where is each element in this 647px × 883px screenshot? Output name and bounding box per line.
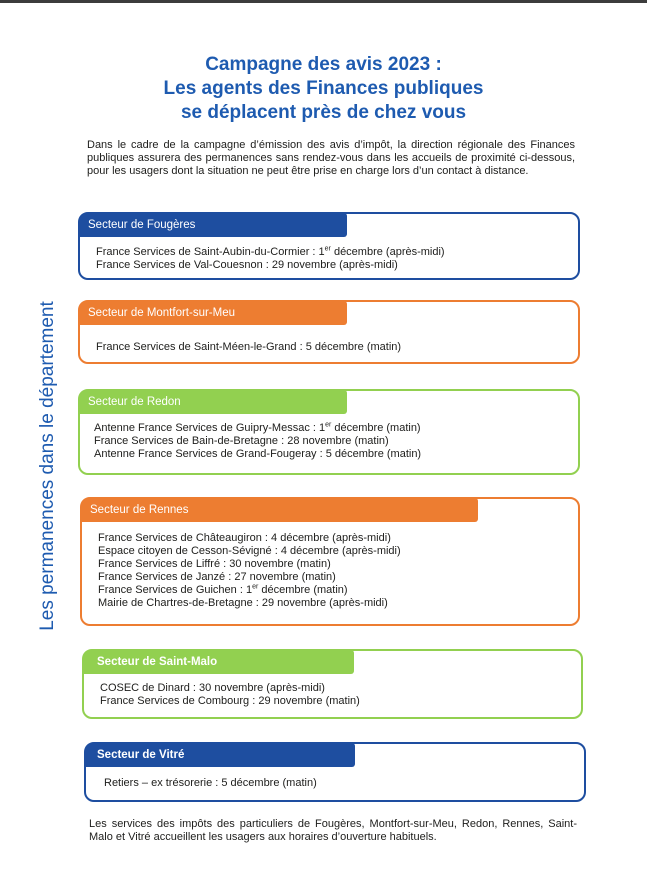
entry: France Services de Combourg : 29 novembre (matin)	[100, 695, 360, 707]
sector-entries	[100, 682, 360, 708]
entry: France Services de Liffré : 30 novembre (matin)	[98, 558, 331, 570]
entry: France Services de Janzé : 27 novembre (matin)	[98, 571, 336, 583]
top-divider	[0, 0, 647, 3]
sector-header: Secteur de Fougères	[79, 213, 347, 237]
entry: France Services de Bain-de-Bretagne : 28 novembre (matin)	[94, 435, 389, 447]
entry: Antenne France Services de Grand-Fougeray : 5 décembre (matin)	[94, 448, 422, 460]
sector-header: Secteur de Rennes	[81, 498, 478, 522]
entry: Espace citoyen de Cesson-Sévigné : 4 décembre (après-midi)	[98, 545, 401, 557]
intro-paragraph: Dans le cadre de la campagne d’émission des avis d’impôt, la direction régionale des Finances publiques assurera des permanences sans rendez-vous dans les accueils de proximité ci-dessous, pour les usagers dont la situation ne peut être prise en charge lors d’un contact à distance.	[87, 139, 575, 177]
title-line-3: se déplacent près de chez vous	[180, 102, 467, 123]
title-line-1: Campagne des avis 2023 :	[205, 54, 442, 75]
entry: France Services de Châteaugiron : 4 décembre (après-midi)	[98, 532, 391, 544]
entry: COSEC de Dinard : 30 novembre (après-midi)	[100, 682, 325, 694]
sector-entries	[94, 422, 421, 461]
entry: France Services de Saint-Méen-le-Grand : 5 décembre (matin)	[96, 341, 402, 353]
title-line-2: Les agents des Finances publiques	[163, 78, 484, 99]
sector-header: Secteur de Vitré	[85, 743, 355, 767]
sector-vitre	[84, 742, 586, 802]
sector-redon	[78, 389, 580, 475]
footer-note: Les services des impôts des particuliers de Fougères, Montfort-sur-Meu, Redon, Rennes, Saint-Malo et Vitré accueillent les usagers aux horaires d’ouverture habituels.	[89, 818, 577, 843]
sector-entries	[98, 532, 401, 610]
sector-rennes	[80, 497, 580, 626]
sector-saint-malo	[82, 649, 583, 719]
entry: France Services de Val-Couesnon : 29 novembre (après-midi)	[96, 259, 398, 271]
entry: Antenne France Services de Guipry-Messac : 1er décembre (matin)	[94, 421, 421, 434]
sector-entries	[96, 341, 401, 354]
sector-header: Secteur de Saint-Malo	[83, 650, 354, 674]
entry: Mairie de Chartres-de-Bretagne : 29 novembre (après-midi)	[98, 597, 388, 609]
sector-header: Secteur de Montfort-sur-Meu	[79, 301, 347, 325]
entry: Retiers – ex trésorerie : 5 décembre (matin)	[104, 777, 317, 789]
side-label: Les permanences dans le département	[37, 301, 58, 631]
entry: France Services de Guichen : 1er décembre (matin)	[98, 583, 348, 596]
sector-entries	[96, 246, 445, 272]
sector-fougeres	[78, 212, 580, 280]
sector-montfort-sur-meu	[78, 300, 580, 364]
page-title	[60, 53, 587, 125]
sector-entries	[104, 777, 317, 790]
sector-header: Secteur de Redon	[79, 390, 347, 414]
entry: France Services de Saint-Aubin-du-Cormier : 1er décembre (après-midi)	[96, 245, 445, 258]
